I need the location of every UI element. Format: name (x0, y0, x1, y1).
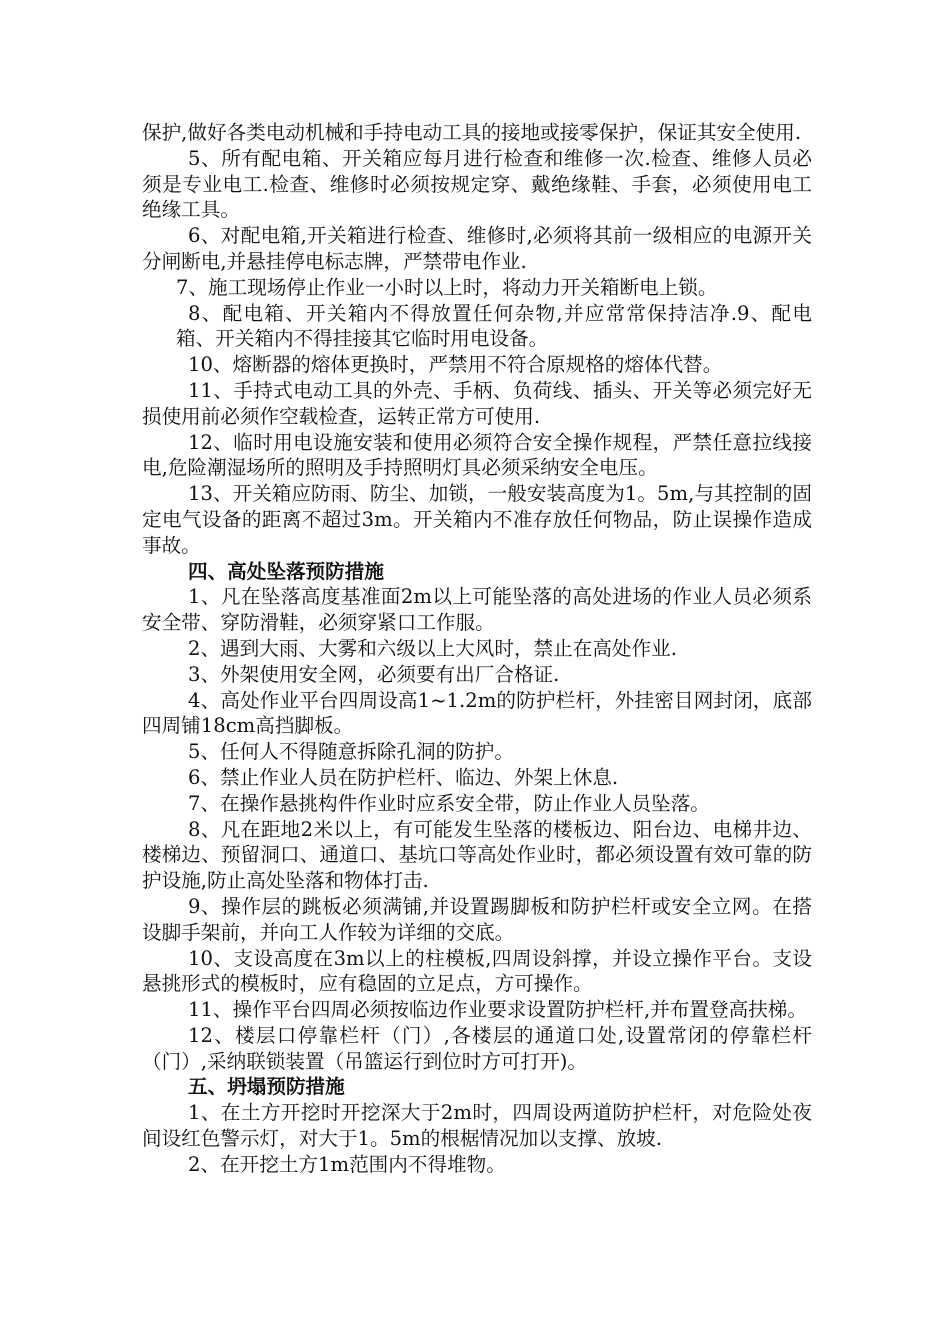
paragraph: 12、楼层口停靠栏杆（门）,各楼层的通道口处,设置常闭的停靠栏杆（门）,采纳联锁装置（吊篮运行到位时方可打开)。 (142, 1023, 812, 1073)
paragraph: 6、禁止作业人员在防护栏杆、临边、外架上休息. (188, 765, 619, 789)
paragraph: 1、在土方开挖时开挖深大于2m时，四周设两道防护栏杆，对危险处夜间设红色警示灯，对大于1。5m的根椐情况加以支撑、放坡. (142, 1101, 812, 1151)
paragraph: 10、支设高度在3m以上的柱模板,四周设斜撑，并设立操作平台。支设悬挑形式的模板时，应有稳固的立足点，方可操作。 (142, 946, 812, 996)
paragraph: 11、操作平台四周必须按临边作业要求设置防护栏杆,并布置登高扶梯。 (188, 998, 807, 1022)
paragraph: 12、临时用电设施安装和使用必须符合安全操作规程，严禁任意拉线接电,危险潮湿场所的照明及手持照明灯具必须采纳安全电压。 (142, 430, 812, 480)
paragraph: 7、施工现场停止作业一小时以上时，将动力开关箱断电上锁。 (176, 275, 718, 299)
section-heading: 四、高处坠落预防措施 (188, 559, 384, 583)
paragraph: 8、配电箱、开关箱内不得放置任何杂物,并应常常保持洁净.9、配电箱、开关箱内不得挂接其它临时用电设备。 (176, 301, 812, 351)
paragraph: 13、开关箱应防雨、防尘、加锁，一般安装高度为1。5m,与其控制的固定电气设备的距离不超过3m。开关箱内不准存放任何物品，防止误操作造成事故。 (142, 482, 812, 557)
paragraph: 2、在开挖土方1m范围内不得堆物。 (188, 1152, 506, 1176)
paragraph: 保护,做好各类电动机械和手持电动工具的接地或接零保护，保证其安全使用. (142, 121, 802, 144)
paragraph: 11、手持式电动工具的外壳、手柄、负荷线、插头、开关等必须完好无损使用前必须作空载检查，运转正常方可使用. (142, 378, 812, 428)
section-heading: 五、坍塌预防措施 (188, 1075, 345, 1099)
paragraph: 4、高处作业平台四周设高1~1.2m的防护栏杆，外挂密目网封闭，底部四周铺18cm高挡脚板。 (142, 688, 812, 738)
paragraph: 1、凡在坠落高度基准面2m以上可能坠落的高处进场的作业人员必须系安全带、穿防滑鞋，必须穿紧口工作服。 (142, 585, 812, 635)
paragraph: 8、凡在距地2米以上，有可能发生坠落的楼板边、阳台边、电梯井边、楼梯边、预留洞口、通道口、基坑口等高处作业时，都必须设置有效可靠的防护设施,防止高处坠落和物体打击. (142, 817, 812, 893)
paragraph: 6、对配电箱,开关箱进行检查、维修时,必须将其前一级相应的电源开关分闸断电,并悬挂停电标志牌，严禁带电作业. (142, 224, 812, 273)
paragraph: 10、熔断器的熔体更换时，严禁用不符合原规格的熔体代替。 (188, 353, 723, 377)
paragraph: 5、任何人不得随意拆除孔洞的防护。 (188, 740, 514, 764)
paragraph: 9、操作层的跳板必须满铺,并设置踢脚板和防护栏杆或安全立网。在搭设脚手架前，并向工人作较为详细的交底。 (142, 894, 812, 944)
document-body (142, 120, 812, 1178)
paragraph: 5、所有配电箱、开关箱应每月进行检查和维修一次.检查、维修人员必须是专业电工.检查、维修时必须按规定穿、戴绝缘鞋、手套，必须使用电工绝缘工具。 (142, 146, 812, 222)
paragraph: 3、外架使用安全网，必须要有出厂合格证. (188, 662, 560, 686)
paragraph: 2、遇到大雨、大雾和六级以上大风时，禁止在高处作业. (188, 636, 677, 660)
paragraph: 7、在操作悬挑构件作业时应系安全带，防止作业人员坠落。 (188, 791, 710, 815)
